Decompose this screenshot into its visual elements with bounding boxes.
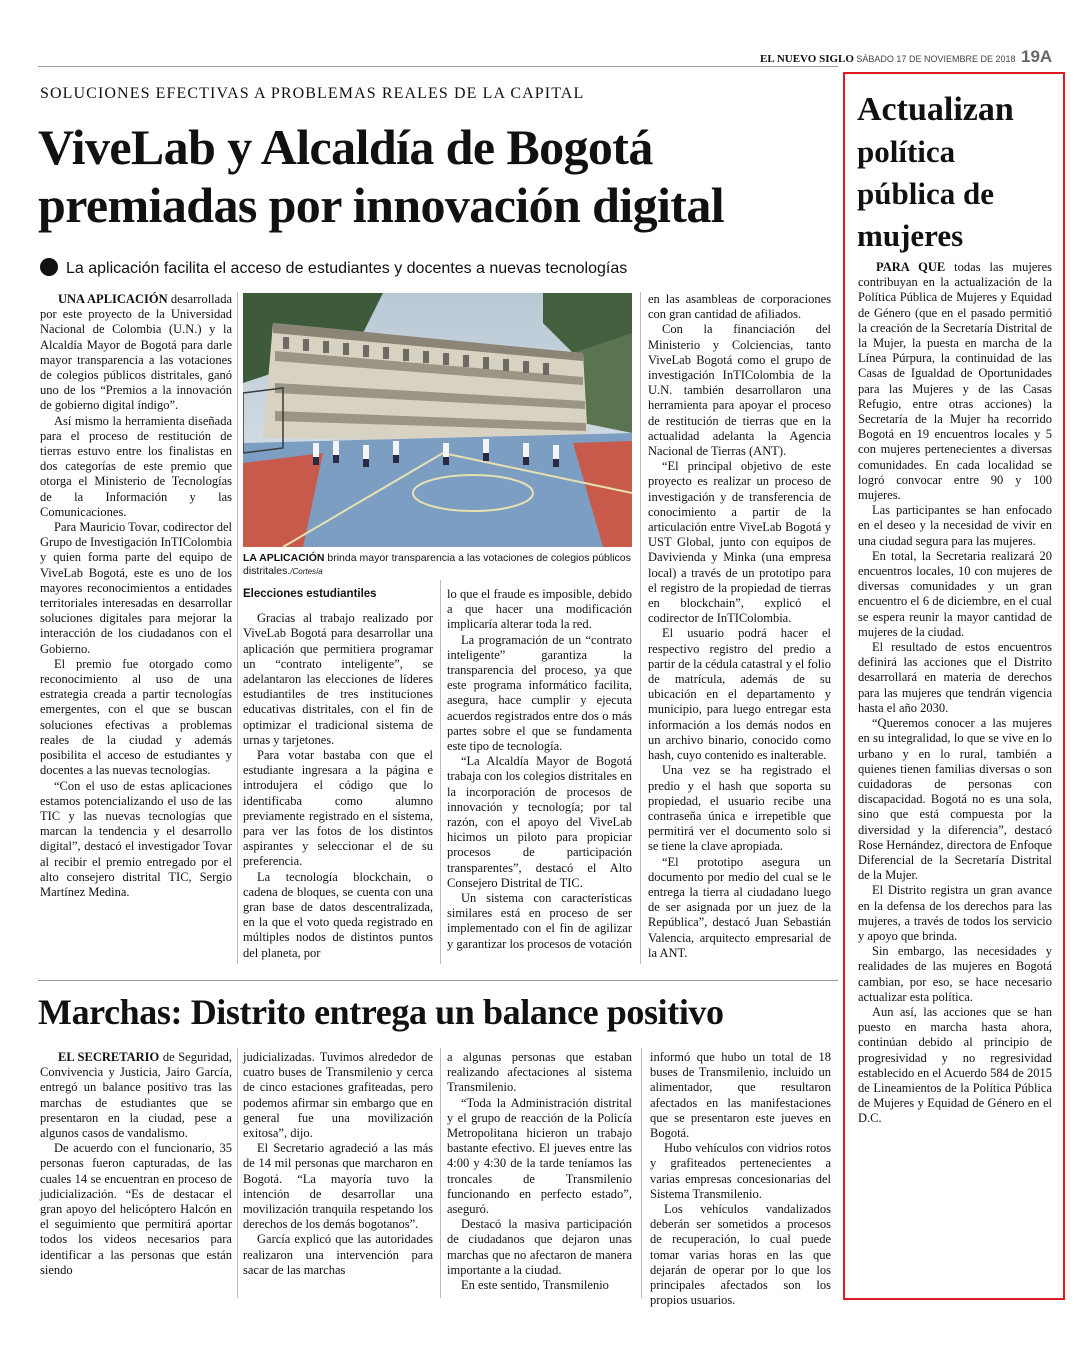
paragraph — [40, 1141, 232, 1278]
paragraph — [650, 1202, 831, 1308]
paragraph-text: El resultado de estos encuentros definirá las acciones que el Distrito desarrollará en materia de derechos para las mujeres que tendrán vigencia hasta el año 2030. — [858, 640, 1052, 715]
lead-in: EL SECRETARIO — [58, 1050, 160, 1064]
paragraph — [858, 549, 1052, 640]
paragraph-text: Destacó la masiva participación de ciudadanos que dejaron unas marchas que no afectaron de manera importante a la ciudad. — [447, 1217, 632, 1277]
paragraph — [447, 1050, 632, 1096]
article-column-3 — [447, 1050, 632, 1293]
article-column-2 — [243, 1050, 433, 1278]
paragraph — [243, 1050, 433, 1141]
paragraph-text: “El principal objetivo de este proyecto es realizar un proceso de investigación y de transferencia de conocimiento a partir de la articulación entre ViveLab Bogotá y UST Global, junto con equipos de Davivienda y Minka (una empresa local) a través de un prototipo para el registro de la propiedad de tierras en blockchain”, explicó el codirector de InTIColombia. — [648, 459, 831, 626]
paragraph-text: Para Mauricio Tovar, codirector del Grupo de Investigación InTIColombia y quien forma parte del equipo de ViveLab Bogotá, este es uno de los mayores reconocimientos a entidades territoriales interesadas en desarrollar soluciones digitales para mejorar la interacción de los ciudadanos con el Gobierno. — [40, 520, 232, 656]
paragraph — [40, 520, 232, 657]
paragraph-text: En total, la Secretaria realizará 20 encuentros locales, 10 con mujeres de diversas comunidades y un gran encuentro el 6 de diciembre, en el cual se espera reunir la mayor cantidad de mujeres de la ciudad. — [858, 548, 1052, 639]
paragraph-text: en las asambleas de corporaciones con gran cantidad de afiliados. — [648, 292, 831, 322]
paragraph — [858, 716, 1052, 883]
column-rule — [237, 292, 238, 964]
paragraph — [447, 633, 632, 755]
section-subtitle: Elecciones estudiantiles — [243, 588, 377, 600]
paragraph-text: desarrollada por este proyecto de la Universidad Nacional de Colombia (U.N.) y la Alcaldía Mayor de Bogotá para darle mayor transparencia a las votaciones de colegios públicos distritales, ganó uno de los “Premios a la innovación de gobierno digital índigo”. — [40, 292, 232, 413]
paragraph — [650, 1141, 831, 1202]
column-rule — [237, 1048, 238, 1298]
article-headline: Marchas: Distrito entrega un balance positivo — [38, 992, 724, 1032]
paragraph-text: La tecnología blockchain, o cadena de bloques, se cuenta con una gran base de datos descentralizada, en la que el voto queda registrado en múltiples nodos de distintos puntos del planeta, por — [243, 869, 433, 960]
paragraph — [447, 754, 632, 891]
paragraph-text: Aun así, las acciones que se han puesto en marcha hasta ahora, continúan debido al principio de progresividad y no regresividad establecido en el Acuerdo 584 de 2015 de Lineamientos de la Política Pública de Mujeres y Equidad de Género en el D.C. — [858, 1004, 1052, 1126]
column-rule — [440, 1048, 441, 1298]
lead-in: PARA QUE — [876, 260, 946, 274]
article-column-4 — [650, 1050, 831, 1308]
paragraph — [858, 944, 1052, 1005]
paragraph-text: Las participantes se han enfocado en el deseo y la necesidad de vivir en una ciudad segura para las mujeres. — [858, 503, 1052, 548]
paragraph — [648, 763, 831, 854]
article-column-3 — [447, 587, 632, 952]
paragraph — [858, 883, 1052, 944]
paragraph — [40, 657, 232, 779]
paragraph — [243, 611, 433, 748]
paragraph — [650, 1050, 831, 1141]
paragraph-text: El premio fue otorgado como reconocimiento al uso de una estrategia creada a partir tecnologías emergentes, con el que se buscan soluciones efectivas a problemas reales de la ciudad y además posibilita el acceso de estudiantes y docentes a las nuevas tecnologías. — [40, 656, 232, 778]
article-column-2 — [243, 587, 433, 961]
sidebar-headline-line-2: política — [857, 134, 956, 169]
caption-text: brinda mayor transparencia a las votaciones de colegios públicos distritales. — [243, 552, 631, 577]
paragraph-text: El Secretario agradeció a las más de 14 mil personas que marcharon en Bogotá. “La mayoría tuvo la intención de desarrollar una movilización tranquila respetando los derechos de los demás bogotanos”. — [243, 1141, 433, 1232]
paragraph-text: Una vez se ha registrado el predio y el hash que soporta su propiedad, el usuario recibe una contraseña única e irrepetible que permitirá ver el documento solo si se tiene la clave apropiada. — [648, 763, 831, 854]
paragraph-text: Para votar bastaba con que el estudiante ingresara a la página e introdujera el código que lo identificaba como alumno previamente registrado en el sistema, para ver las fotos de los distintos aspirantes y seleccionar el de su preferencia. — [243, 748, 433, 869]
article-subhead — [40, 258, 830, 278]
paragraph — [243, 1232, 433, 1278]
paragraph — [447, 891, 632, 952]
sidebar-headline-line-3: pública de — [857, 176, 994, 211]
paragraph-text: El usuario podrá hacer el respectivo registro del predio a partir de la cédula catastral y el folio de matrícula, además de su ubicación en el departamento y municipio, para luego entregar esta información a los demás nodos en un archivo binario, conocido como hash, cuyo contenido es inalterable. — [648, 626, 831, 763]
column-rule — [640, 292, 641, 964]
caption-lead: LA APLICACIÓN — [243, 552, 325, 564]
paragraph — [40, 414, 232, 520]
paragraph — [40, 292, 232, 414]
article-column-1 — [40, 292, 232, 900]
article-column-1 — [40, 1050, 232, 1278]
paragraph-text: informó que hubo un total de 18 buses de Transmilenio, incluido un alimentador, que resultaron afectados en las manifestaciones que se presentaron este jueves en Bogotá. — [650, 1050, 831, 1141]
paragraph-text: La programación de un “contrato inteligente” garantiza la transparencia del proceso, ya que este programa informático facilita, asegura, hace cumplir y ejecuta acuerdos registrados entre dos o más partes sobre el que se fundamenta este tipo de tecnología. — [447, 632, 632, 754]
paragraph — [648, 292, 831, 322]
issue-date: SÁBADO 17 DE NOVIEMBRE DE 2018 — [856, 54, 1016, 64]
page-number: 19A — [1020, 47, 1053, 66]
photo-caption — [243, 552, 632, 578]
paragraph — [858, 503, 1052, 549]
paragraph-text: De acuerdo con el funcionario, 35 personas fueron capturadas, de las cuales 14 se encuentran en proceso de judicialización. “Es de destacar el gran apoyo del helicóptero Halcón en el seguimiento que permitirá aportar todos los videos necesarios para identificar a las personas que están siendo — [40, 1141, 232, 1277]
paragraph-text: “Con el uso de estas aplicaciones estamos potencializando el uso de las TIC y las nuevas tecnologías que marcan la tendencia y el desarrollo digital”, destacó el investigador Tovar al recibir el premio entregado por el alto consejero distrital TIC, Sergio Martínez Medina. — [40, 778, 232, 899]
newspaper-name: EL NUEVO SIGLO — [760, 53, 854, 65]
paragraph-text: Gracias al trabajo realizado por ViveLab Bogotá para desarrollar una aplicación que permitiera programar un “contrato inteligente”, se adelantaron las elecciones de líderes estudiantiles de tres instituciones educativas distritales, con el fin de optimizar el tradicional sistema de urnas y tarjetones. — [243, 611, 433, 747]
sidebar-headline-line-1: Actualizan — [857, 91, 1014, 128]
paragraph-text: Un sistema con características similares está en proceso de ser implementado con el fin de agilizar y garantizar los procesos de votación — [447, 891, 633, 951]
paragraph-text: “Toda la Administración distrital y el grupo de reacción de la Policía Metropolitana hicieron un trabajo bastante efectivo. El jueves entre las 4:00 y 4:30 de la tarde teníamos las troncales de Transmilenio funcionando en perfecto estado”, aseguró. — [447, 1095, 632, 1217]
paragraph-text: de Seguridad, Convivencia y Justicia, Jairo García, entregó un balance positivo tras las marchas de estudiantes que se presentaron en la ciudad, pese a algunos casos de vandalismo. — [40, 1050, 233, 1141]
paragraph-text: García explicó que las autoridades realizaron una intervención para sacar de las marchas — [243, 1232, 433, 1277]
paragraph-text: lo que el fraude es imposible, debido a que hacer una modificación implicaría alterar toda la red. — [447, 587, 632, 632]
paragraph-text: todas las mujeres contribuyan en la actualización de la Política Pública de Mujeres y Equidad de Género (que en el pasado permitió la creación de la Secretaría Distrital de la Mujer, la puesta en marcha de la Línea Púrpura, la continuidad de las Casas de Igualdad de Oportunidades para las Mujeres y de las Casas Refugio, entre otras acciones) la Secretaría de la Mujer ha recorrido Bogotá en 19 encuentros locales y 5 con mujeres pertenecientes a diversas comunidades. En cada localidad se logró convocar entre 90 y 100 mujeres. — [858, 260, 1053, 503]
bullet-icon — [40, 258, 58, 276]
sidebar-headline — [857, 89, 1057, 257]
lead-in: UNA APLICACIÓN — [58, 292, 168, 306]
paragraph — [648, 855, 831, 961]
paragraph — [447, 587, 632, 633]
paragraph-text: Sin embargo, las necesidades y realidades de las mujeres en Bogotá cambian, por eso, se hace necesario actualizar esta política. — [858, 944, 1052, 1004]
article-column-4 — [648, 292, 831, 961]
paragraph — [447, 1217, 632, 1278]
paragraph-text: “La Alcaldía Mayor de Bogotá trabaja con los colegios distritales en la incorporación de procesos de innovación y tecnología; por tal razón, con el apoyo del ViveLab hicimos un piloto para propiciar procesos de participación transparentes”, destacó el Alto Consejero Distrital de TIC. — [447, 754, 632, 890]
masthead — [760, 47, 1053, 71]
paragraph-text: Hubo vehículos con vidrios rotos y grafiteados pertenecientes a varias empresas concesionarias del Sistema Transmilenio. — [650, 1141, 831, 1201]
paragraph — [40, 1050, 232, 1141]
paragraph — [447, 1278, 632, 1293]
article-headline — [38, 118, 838, 234]
paragraph-text: Los vehículos vandalizados deberán ser sometidos a procesos de recuperación, lo cual puede tomar varias horas en las que dejarán de operar por lo que los principales afectados son los propios usuarios. — [650, 1202, 831, 1308]
headline-line-2: premiadas por innovación digital — [38, 177, 725, 233]
paragraph — [858, 260, 1052, 503]
paragraph — [243, 1141, 433, 1232]
sidebar-article — [843, 72, 1065, 1300]
paragraph — [858, 640, 1052, 716]
article-photo — [243, 293, 632, 547]
article-kicker: SOLUCIONES EFECTIVAS A PROBLEMAS REALES DE LA CAPITAL — [40, 85, 585, 102]
section-rule — [38, 980, 838, 981]
photo-credit: /Cortesía — [290, 567, 323, 576]
sidebar-headline-line-4: mujeres — [857, 218, 964, 253]
column-rule — [641, 1048, 642, 1298]
paragraph-text: Con la financiación del Ministerio y Colciencias, tanto ViveLab Bogotá como el grupo de investigación InTIColombia de la U.N. también desarrollaron una herramienta para apoyar el proceso de restitución de tierras que en la actualidad adelanta la Agencia Nacional de Tierras (ANT). — [648, 322, 831, 459]
paragraph-text: El Distrito registra un gran avance en la defensa de los derechos para las mujeres, a través de todos los servicio y apoyo que brinda. — [858, 883, 1052, 943]
subhead-text: La aplicación facilita el acceso de estudiantes y docentes a nuevas tecnologías — [66, 260, 628, 277]
masthead-rule — [38, 66, 838, 67]
paragraph — [243, 870, 433, 961]
sidebar-body — [858, 260, 1052, 1127]
paragraph-text: “Queremos conocer a las mujeres en su integralidad, lo que se vive en lo urbano y en lo rural, también a quienes tienen familias diversas o son cuidadoras de personas con discapacidad. Bogotá no es una sola, sino que está compuesta por la diversidad y la diferencia”, destacó Rose Hernández, directora de Enfoque Diferencial de la Secretaría Distrital de la Mujer. — [858, 716, 1052, 883]
paragraph-text: “El prototipo asegura un documento por medio del cual se le entrega la tierra al ciudadano luego de ser asignada por un juez de la República”, destacó Juan Sebastián Valencia, arquitecto empresarial de la ANT. — [648, 854, 831, 960]
school-courtyard-illustration — [243, 293, 632, 547]
paragraph — [40, 779, 232, 901]
paragraph — [648, 459, 831, 626]
headline-line-1: ViveLab y Alcaldía de Bogotá — [38, 119, 653, 175]
paragraph-text: judicializadas. Tuvimos alrededor de cuatro buses de Transmilenio y cerca de cinco estaciones grafiteadas, pero podemos afirmar sin embargo que en general fue una movilización exitosa”, dijo. — [243, 1050, 433, 1141]
paragraph-text: Así mismo la herramienta diseñada para el proceso de restitución de tierras estuvo entre los finalistas en dos categorías de este premio que otorga el Ministerio de Tecnologías de la Información y las Comunicaciones. — [40, 413, 232, 519]
paragraph-text: En este sentido, Transmilenio — [461, 1278, 609, 1293]
paragraph — [447, 1096, 632, 1218]
paragraph — [243, 748, 433, 870]
paragraph — [648, 626, 831, 763]
paragraph-text: a algunas personas que estaban realizando afectaciones al sistema Transmilenio. — [447, 1050, 632, 1095]
paragraph — [858, 1005, 1052, 1127]
paragraph — [648, 322, 831, 459]
column-rule — [440, 580, 441, 964]
